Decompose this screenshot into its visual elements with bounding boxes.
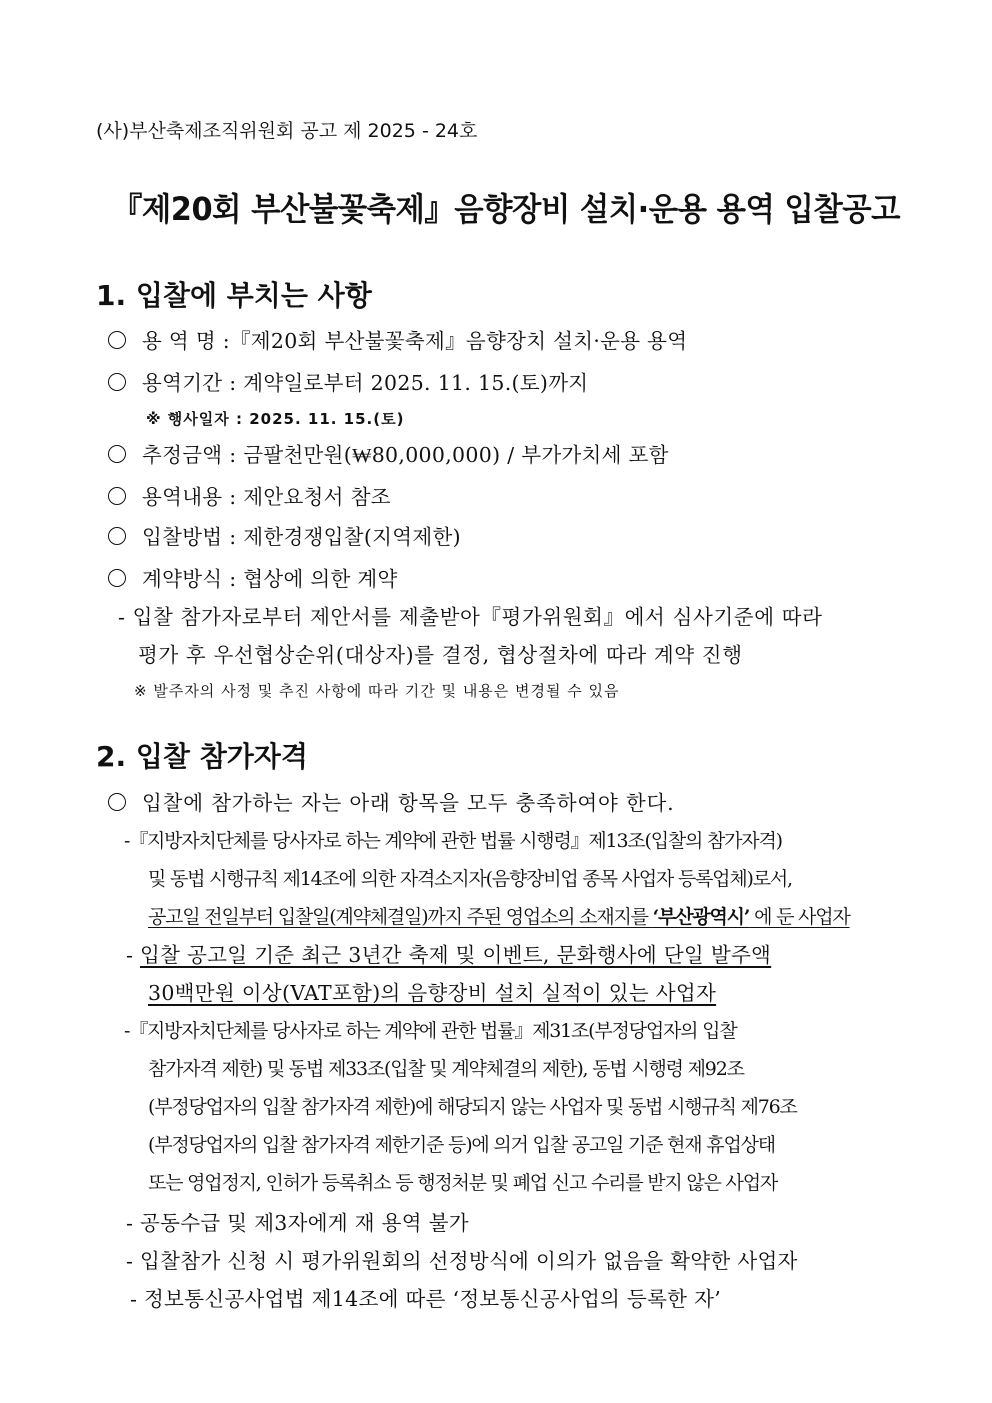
qualification-4: - 공동수급 및 제3자에게 재 용역 불가 <box>126 1211 469 1235</box>
page-title: 『제20회 부산불꽃축제』음향장비 설치·운용 용역 입찰공고 <box>112 190 901 228</box>
circle-bullet-icon <box>108 445 126 463</box>
section2-heading: 2. 입찰 참가자격 <box>96 740 308 773</box>
item-estimated-amount: 추정금액 : 금팔천만원(₩80,000,000) / 부가가치세 포함 <box>108 438 669 468</box>
item-contract-method: 계약방식 : 협상에 의한 계약 <box>108 562 398 592</box>
circle-bullet-icon <box>108 331 126 349</box>
section2-intro: 입찰에 참가하는 자는 아래 항목을 모두 충족하여야 한다. <box>108 786 674 816</box>
item-service-period: 용역기간 : 계약일로부터 2025. 11. 15.(토)까지 <box>108 366 588 396</box>
circle-bullet-icon <box>108 487 126 505</box>
change-note: ※ 발주자의 사정 및 추진 사항에 따라 기간 및 내용은 변경될 수 있음 <box>134 682 620 700</box>
item-service-content: 용역내용 : 제안요청서 참조 <box>108 480 391 510</box>
qualification-5: - 입찰참가 신청 시 평가위원회의 선정방식에 이의가 없음을 확약한 사업자 <box>126 1249 798 1273</box>
contract-detail-line2: 평가 후 우선협상순위(대상자)를 결정, 협상절차에 따라 계약 진행 <box>138 643 743 667</box>
qualification-3-line4: (부정당업자의 입찰 참가자격 제한기준 등)에 의거 입찰 공고일 기준 현재 휴업상태 <box>148 1134 775 1156</box>
notice-number: (사)부산축제조직위원회 공고 제 2025 - 24호 <box>96 120 478 142</box>
contract-detail-line1: - 입찰 참가자로부터 제안서를 제출받아『평가위원회』에서 심사기준에 따라 <box>118 605 823 629</box>
qualification-2-line2: 30백만원 이상(VAT포함)의 음향장비 설치 실적이 있는 사업자 <box>148 981 717 1005</box>
item-service-name: 용 역 명 :『제20회 부산불꽃축제』음향장치 설치·운용 용역 <box>108 324 687 354</box>
qualification-1-line2: 및 동법 시행규칙 제14조에 의한 자격소지자(음향장비업 종목 사업자 등록업체)로서, <box>148 868 792 890</box>
circle-bullet-icon <box>108 527 126 545</box>
qualification-2-line1: - 입찰 공고일 기준 최근 3년간 축제 및 이벤트, 문화행사에 단일 발주액 <box>126 943 772 967</box>
circle-bullet-icon <box>108 373 126 391</box>
qualification-1-line3: 공고일 전일부터 입찰일(계약체결일)까지 주된 영업소의 소재지를 ‘부산광역시’ 에 둔 사업자 <box>148 906 850 928</box>
qualification-6: - 정보통신공사업법 제14조에 따른 ‘정보통신공사업의 등록한 자’ <box>130 1287 722 1311</box>
section1-heading: 1. 입찰에 부치는 사항 <box>96 279 372 312</box>
qualification-3-line2: 참가자격 제한) 및 동법 제33조(입찰 및 계약체결의 제한), 동법 시행령 제92조 <box>148 1058 744 1080</box>
item-bid-method: 입찰방법 : 제한경쟁입찰(지역제한) <box>108 520 461 550</box>
qualification-1-line1: -『지방자치단체를 당사자로 하는 계약에 관한 법률 시행령』제13조(입찰의 참가자격) <box>124 830 782 852</box>
qualification-3-line3: (부정당업자의 입찰 참가자격 제한)에 해당되지 않는 사업자 및 동법 시행규칙 제76조 <box>148 1096 797 1118</box>
circle-bullet-icon <box>108 793 126 811</box>
qualification-3-line5: 또는 영업정지, 인허가 등록취소 등 행정처분 및 폐업 신고 수리를 받지 않은 사업자 <box>148 1172 777 1194</box>
qualification-3-line1: -『지방자치단체를 당사자로 하는 계약에 관한 법률』제31조(부정당업자의 입찰 <box>124 1020 737 1042</box>
event-date-note: ※ 행사일자 : 2025. 11. 15.(토) <box>146 410 405 428</box>
circle-bullet-icon <box>108 569 126 587</box>
